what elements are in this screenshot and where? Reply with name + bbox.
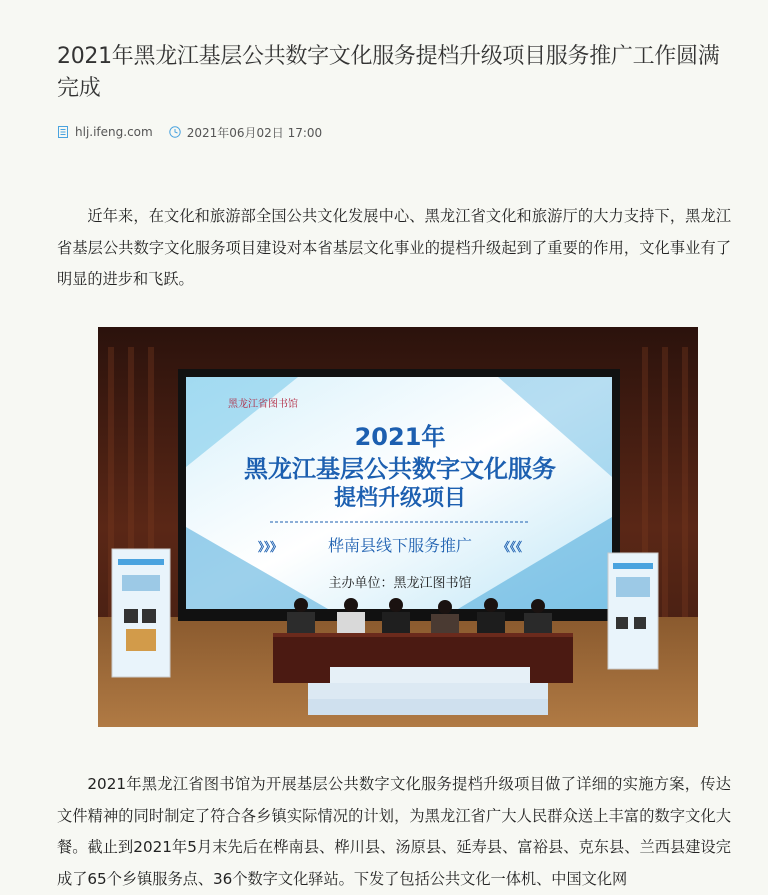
gift-boxes: [308, 667, 548, 715]
screen-line1: 黑龙江基层公共数字文化服务: [244, 455, 556, 483]
article-paragraph: 2021年黑龙江省图书馆为开展基层公共数字文化服务提档升级项目做了详细的实施方案，传达文件精神的同时制定了符合各乡镇实际情况的计划，为黑龙江省广大人民群众送上丰富的数字文化大餐。截止到2021年5月末先后在桦南县、桦川县、汤原县、延寿县、富裕县、克东县、兰西县建设完成了65个乡镇服务点、36个数字文化驿站。下发了包括公共文化一体机、中国文化网: [57, 775, 731, 888]
article-meta: [57, 123, 322, 141]
screen-logo: 黑龙江省图书馆: [228, 399, 298, 410]
article-title: 2021年黑龙江基层公共数字文化服务提档升级项目服务推广工作圆满完成: [57, 44, 720, 101]
document-icon: [57, 126, 69, 138]
clock-icon: [169, 126, 181, 138]
rollup-banner-left: [112, 549, 170, 677]
article-photo: [98, 327, 698, 727]
screen-sub: 桦南县线下服务推广: [327, 536, 473, 555]
screen-sub-arrows-left: 》》》: [258, 540, 283, 554]
rollup-banner-right: [608, 553, 658, 669]
article-datetime: 2021年06月02日 17:00: [186, 125, 323, 140]
screen-year: 2021年: [354, 423, 446, 451]
screen-host: 主办单位：黑龙江图书馆: [328, 576, 472, 591]
screen-sub-arrows-right: 《《《: [498, 540, 523, 554]
article-source[interactable]: hlj.ifeng.com: [75, 125, 153, 139]
screen-line2: 提档升级项目: [333, 486, 467, 511]
article-paragraph: 近年来，在文化和旅游部全国公共文化发展中心、黑龙江省文化和旅游厅的大力支持下，黑龙江省基层公共数字文化服务项目建设对本省基层文化事业的提档升级起到了重要的作用，文化事业有了明显的进步和飞跃。: [57, 207, 731, 288]
